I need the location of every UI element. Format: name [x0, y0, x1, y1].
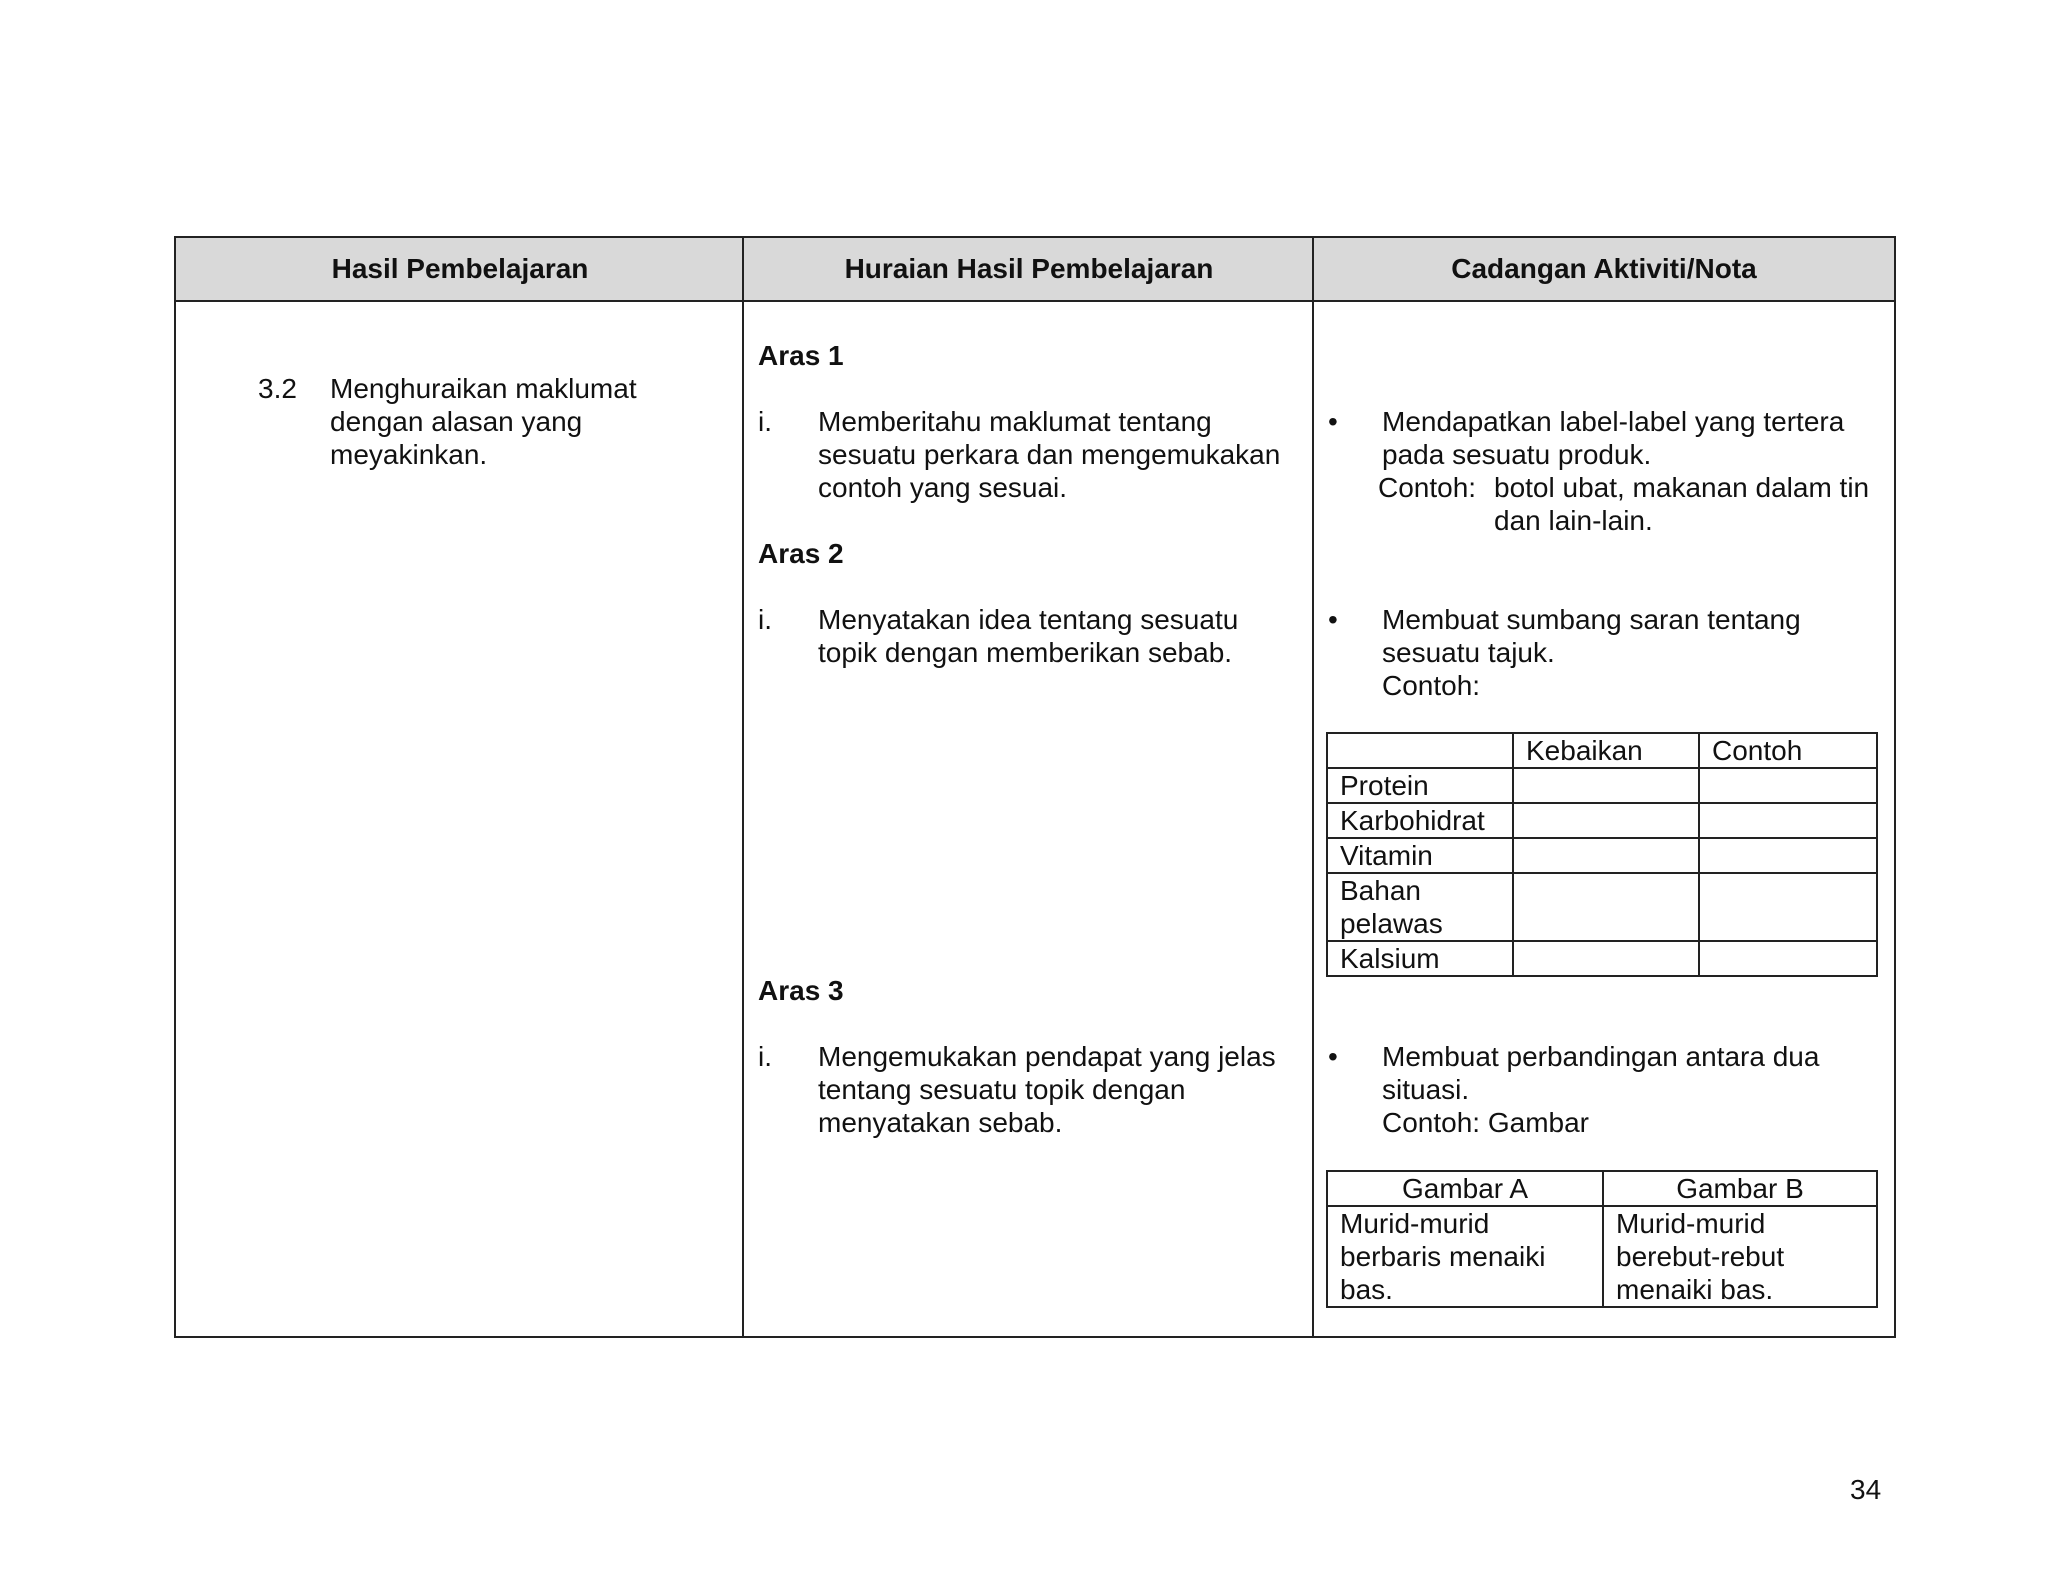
outcome-number: 3.2 [258, 373, 297, 404]
aras-3-title: Aras 3 [758, 975, 844, 1006]
table-cell: Protein [1327, 768, 1513, 803]
table-row [1327, 1206, 1877, 1307]
activity-1-text: Mendapatkan label-label yang tertera pada sesuatu produk. [1382, 406, 1845, 470]
table-cell: Vitamin [1327, 838, 1513, 873]
outcome-text: Menghuraikan maklumat dengan alasan yang meyakinkan. [330, 373, 637, 470]
bullet-icon: • [1328, 406, 1338, 437]
activity-1-contoh-text: botol ubat, makanan dalam tin dan lain-lain. [1494, 472, 1870, 536]
table-row [1327, 941, 1877, 976]
main-table [174, 236, 1896, 1338]
aras-2-marker: i. [758, 604, 772, 635]
header-cadangan: Cadangan Aktiviti/Nota [1314, 238, 1894, 302]
header-huraian: Huraian Hasil Pembelajaran [744, 238, 1314, 302]
aras-3-marker: i. [758, 1041, 772, 1072]
table-header-kebaikan: Kebaikan [1513, 733, 1699, 768]
gambar-table [1326, 1170, 1878, 1308]
table-cell [1699, 838, 1877, 873]
column-divider [1312, 238, 1314, 1336]
table-cell [1513, 768, 1699, 803]
bullet-icon: • [1328, 604, 1338, 635]
table-cell [1699, 873, 1877, 941]
activity-3-text: Membuat perbandingan antara dua situasi. Contoh: Gambar [1382, 1041, 1820, 1138]
aras-2-title: Aras 2 [758, 538, 844, 569]
table-cell: Karbohidrat [1327, 803, 1513, 838]
table-header-contoh: Contoh [1699, 733, 1877, 768]
table-row [1327, 803, 1877, 838]
table-cell: Kalsium [1327, 941, 1513, 976]
table-header-gambar-a: Gambar A [1327, 1171, 1603, 1206]
table-cell [1327, 733, 1513, 768]
page-number: 34 [1850, 1474, 1882, 1505]
table-cell [1699, 941, 1877, 976]
aras-2-text: Menyatakan idea tentang sesuatu topik dengan memberikan sebab. [818, 604, 1239, 668]
table-cell [1513, 873, 1699, 941]
aras-1-text: Memberitahu maklumat tentang sesuatu perkara dan mengemukakan contoh yang sesuai. [818, 406, 1281, 503]
aras-3-text: Mengemukakan pendapat yang jelas tentang sesuatu topik dengan menyatakan sebab. [818, 1041, 1276, 1138]
table-cell [1513, 803, 1699, 838]
table-cell: Murid-murid berebut-rebut menaiki bas. [1603, 1206, 1877, 1307]
table-cell [1513, 838, 1699, 873]
table-row [1327, 768, 1877, 803]
aras-1-marker: i. [758, 406, 772, 437]
activity-1-contoh-label: Contoh: [1378, 472, 1477, 503]
nutrient-table [1326, 732, 1878, 977]
table-cell [1513, 941, 1699, 976]
table-cell: Murid-murid berbaris menaiki bas. [1327, 1206, 1603, 1307]
header-hasil-pembelajaran: Hasil Pembelajaran [176, 238, 744, 302]
bullet-icon: • [1328, 1041, 1338, 1072]
table-row [1327, 1171, 1877, 1206]
table-cell: Bahan pelawas [1327, 873, 1513, 941]
column-divider [742, 238, 744, 1336]
activity-2-text: Membuat sumbang saran tentang sesuatu tajuk. Contoh: [1382, 604, 1801, 701]
table-cell [1699, 768, 1877, 803]
table-row [1327, 873, 1877, 941]
table-row [1327, 733, 1877, 768]
table-header-gambar-b: Gambar B [1603, 1171, 1877, 1206]
aras-1-title: Aras 1 [758, 340, 844, 371]
table-row [1327, 838, 1877, 873]
table-cell [1699, 803, 1877, 838]
